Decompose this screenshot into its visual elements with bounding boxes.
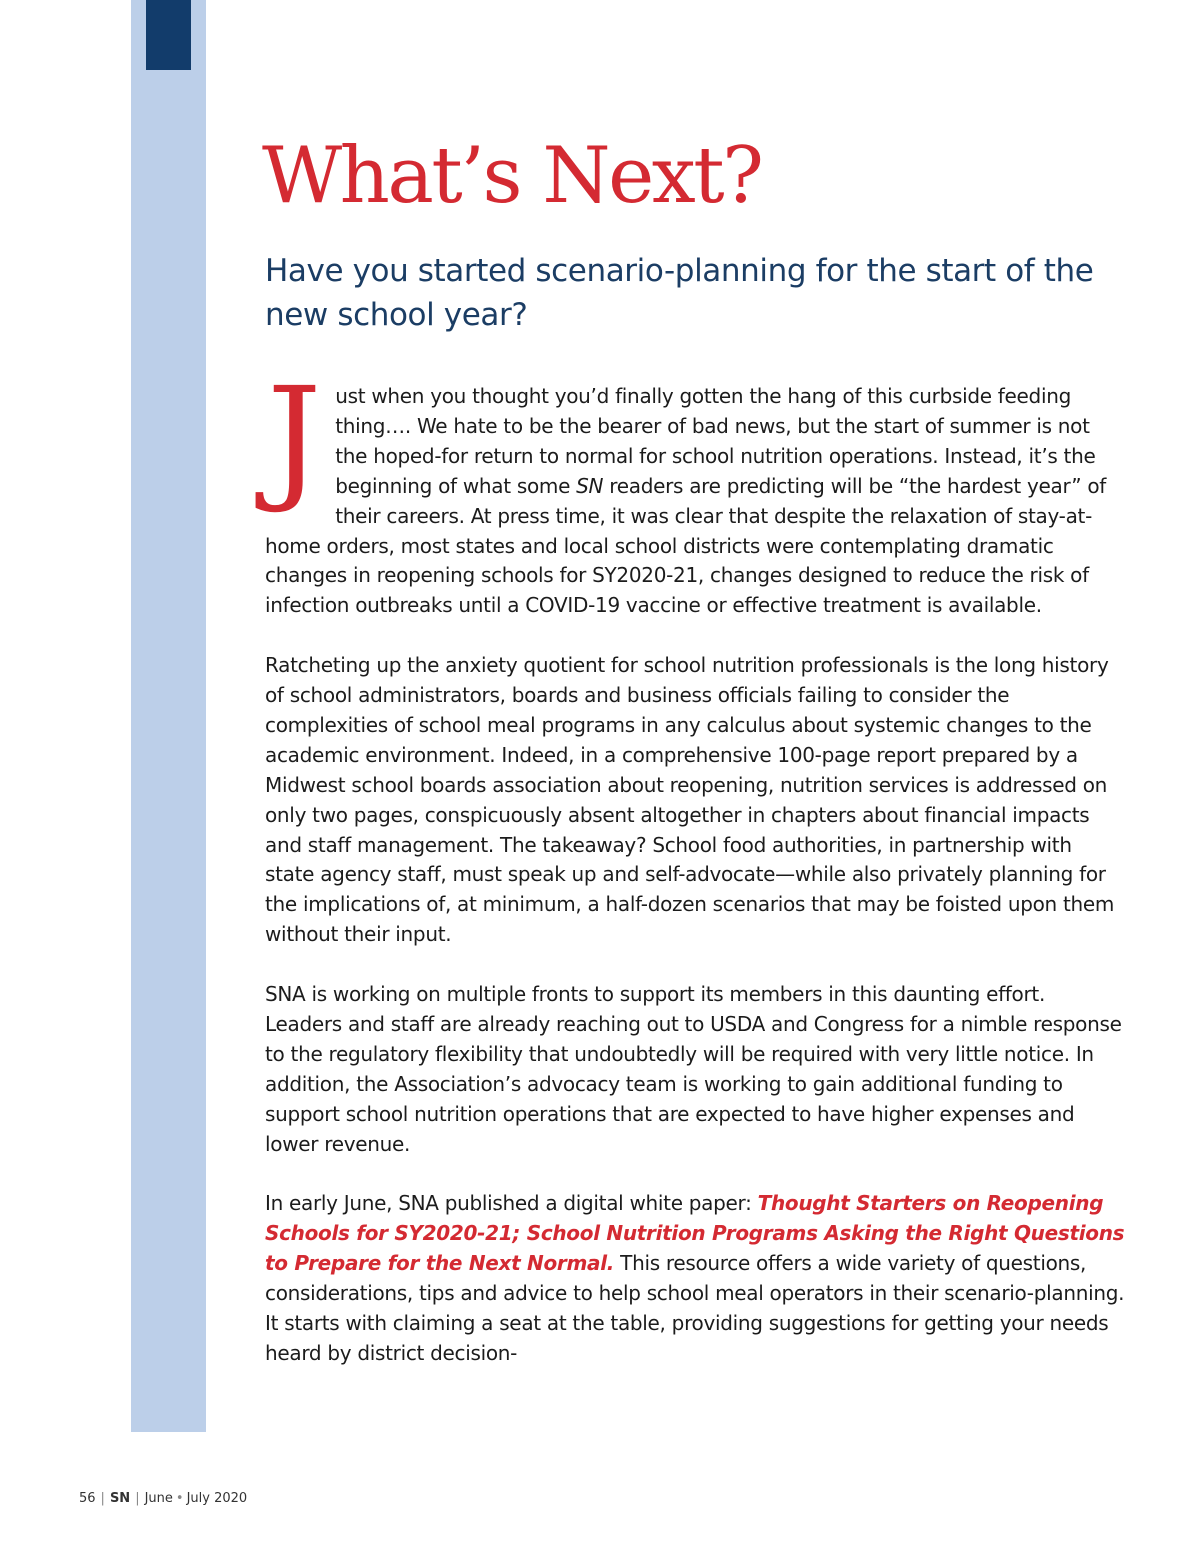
paragraph-2: Ratcheting up the anxiety quotient for school nutrition professionals is the long history of school administrators, boards and business officials failing to consider the complexities of school meal programs in any calculus about systemic changes to the academic environment. Indeed, in a comprehensive 100-page report prepared by a Midwest school boards association about reopening, nutrition services is addressed on only two pages, conspicuously absent altogether in chapters about financial impacts and staff management. The takeaway? School food authorities, in partnership with state agency staff, must speak up and self-advocate—while also privately planning for the implications of, at minimum, a half-dozen scenarios that may be foisted upon them without their input. <box>265 653 1115 947</box>
issue-month: June <box>144 1491 173 1506</box>
article-title: What’s Next? <box>262 131 762 221</box>
decorative-side-bar <box>131 0 206 1432</box>
article-body <box>265 359 1125 1369</box>
paragraph-1 <box>265 359 1125 621</box>
paragraph-3: SNA is working on multiple fronts to support its members in this daunting effort. Leaders and staff are already reaching out to USDA and Congress for a nimble response to the regulatory flexibility that undoubtedly will be required with very little notice. In addition, the Association’s advocacy team is working to gain additional funding to support school nutrition operations that are expected to have higher expenses and lower revenue. <box>265 982 1122 1156</box>
footer-separator: | <box>135 1491 140 1506</box>
page-footer <box>79 1490 247 1508</box>
magazine-name: SN <box>109 1491 131 1506</box>
issue-month-year: July 2020 <box>186 1491 248 1506</box>
decorative-side-tab <box>146 0 191 70</box>
white-paper-link[interactable]: Thought Starters on Reopening Schools for SY2020-21; School Nutrition Programs Asking the Right Questions to Prepare for the Next Normal. <box>265 1191 1125 1276</box>
footer-separator: | <box>100 1491 105 1506</box>
paragraph-1-text-start: ust when you thought you’d finally gotten the hang of this curbside feeding thing…. We hate to be the bearer of bad news, but the start of summer is not the hoped-for return to normal for school nutrition operations. Instead, it’s the beginning of what some <box>335 384 1096 498</box>
paragraph-4 <box>265 1189 1125 1368</box>
paragraph-1-text-end: readers are predicting will be “the hardest year” of their careers. At press time, it was clear that despite the relaxation of stay-at-home orders, most states and local school districts were contemplating dramatic changes in reopening schools for SY2020-21, changes designed to reduce the risk of infection outbreaks until a COVID-19 vaccine or effective treatment is available. <box>265 473 1107 618</box>
drop-cap: J <box>267 359 322 517</box>
page-number: 56 <box>79 1491 96 1506</box>
article-subtitle: Have you started scenario-planning for the start of the new school year? <box>265 253 1094 333</box>
issue-dot: • <box>175 1491 184 1506</box>
paragraph-4-text-end: This resource offers a wide variety of questions, considerations, tips and advice to help school meal operators in their scenario-planning. It starts with claiming a seat at the table, providing suggestions for getting your needs heard by district decision- <box>265 1251 1125 1365</box>
paragraph-4-text-start: In early June, SNA published a digital white paper: <box>265 1191 758 1216</box>
magazine-name-italic: SN <box>576 473 604 498</box>
